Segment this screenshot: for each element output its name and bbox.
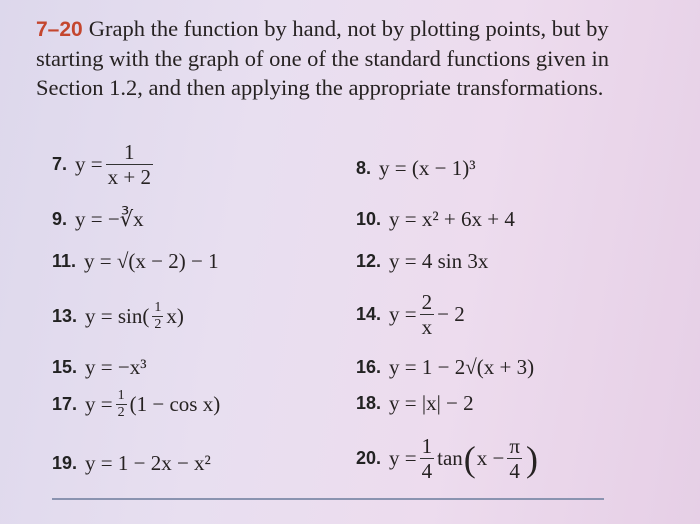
denominator: 2 — [117, 405, 125, 421]
equation-prefix: y = — [389, 302, 417, 327]
exercise-number: 9. — [52, 209, 68, 229]
exercise-13 — [52, 300, 184, 333]
equation: y = 4 sin 3x — [389, 249, 489, 273]
equation: y = 1 − 2x − x² — [85, 451, 211, 475]
exercise-12 — [356, 249, 488, 274]
exercise-number: 17. — [52, 394, 78, 415]
exercise-number: 11. — [52, 251, 77, 271]
denominator: 2 — [154, 317, 162, 333]
problem-instructions: Graph the function by hand, not by plotting points, but by starting with the graph of one of the standard functions given in Section 1.2, and then applying the appropriate transformations. — [36, 16, 609, 100]
equation-prefix: y = sin( — [85, 304, 150, 329]
exercise-number: 15. — [52, 357, 78, 377]
exercise-number: 18. — [356, 393, 382, 413]
exercise-18 — [356, 391, 474, 416]
numerator: 1 — [421, 434, 433, 458]
equation-suffix: − 2 — [437, 302, 465, 327]
fraction — [507, 434, 522, 483]
exercise-number: 7. — [52, 154, 68, 175]
numerator: 1 — [117, 388, 125, 403]
left-paren: ( — [463, 438, 476, 479]
inner-expression: x − — [476, 446, 505, 471]
fraction — [420, 434, 435, 483]
exercise-14 — [356, 290, 465, 339]
exercise-number: 19. — [52, 453, 78, 473]
exercise-number: 20. — [356, 448, 382, 469]
fraction — [420, 290, 435, 339]
denominator: 4 — [509, 459, 520, 484]
exercise-9 — [52, 207, 144, 232]
equation: y = √(x − 2) − 1 — [84, 249, 219, 273]
fraction — [152, 300, 163, 333]
equation: y = x² + 6x + 4 — [389, 207, 515, 231]
exercise-number: 8. — [356, 158, 372, 178]
equation-suffix: (1 − cos x) — [129, 392, 221, 417]
exercise-10 — [356, 207, 515, 232]
problem-range: 7–20 — [36, 18, 83, 41]
fraction — [116, 388, 127, 421]
exercise-7 — [52, 140, 156, 189]
tan-function: tan — [437, 446, 463, 471]
equation-prefix: y = — [85, 392, 113, 417]
exercise-number: 14. — [356, 304, 382, 325]
exercise-19 — [52, 451, 211, 476]
equation: y = −x³ — [85, 355, 147, 379]
exercise-number: 10. — [356, 209, 382, 229]
exercise-15 — [52, 355, 147, 380]
denominator: x + 2 — [107, 165, 151, 190]
bottom-rule — [52, 498, 604, 500]
numerator: 1 — [124, 140, 135, 164]
numerator: 2 — [421, 290, 433, 314]
equation-prefix: y = — [389, 446, 417, 471]
fraction — [106, 140, 153, 189]
equation: y = |x| − 2 — [389, 391, 474, 415]
equation: y = (x − 1)³ — [379, 156, 476, 180]
numerator: π — [509, 434, 520, 458]
exercise-17 — [52, 388, 220, 421]
problem-heading — [36, 14, 636, 102]
exercise-11 — [52, 249, 219, 274]
equation: y = 1 − 2√(x + 3) — [389, 355, 535, 379]
equation-suffix: x) — [166, 304, 184, 329]
equation-prefix: y = — [75, 152, 103, 177]
denominator: x — [421, 315, 433, 340]
exercise-number: 12. — [356, 251, 382, 271]
exercise-8 — [356, 156, 475, 181]
exercise-number: 16. — [356, 357, 382, 377]
exercise-number: 13. — [52, 306, 78, 327]
numerator: 1 — [154, 300, 162, 315]
exercise-16 — [356, 355, 534, 380]
equation: y = −∛x — [75, 207, 144, 231]
exercise-20 — [356, 434, 539, 483]
right-paren: ) — [525, 438, 538, 479]
denominator: 4 — [421, 459, 433, 484]
